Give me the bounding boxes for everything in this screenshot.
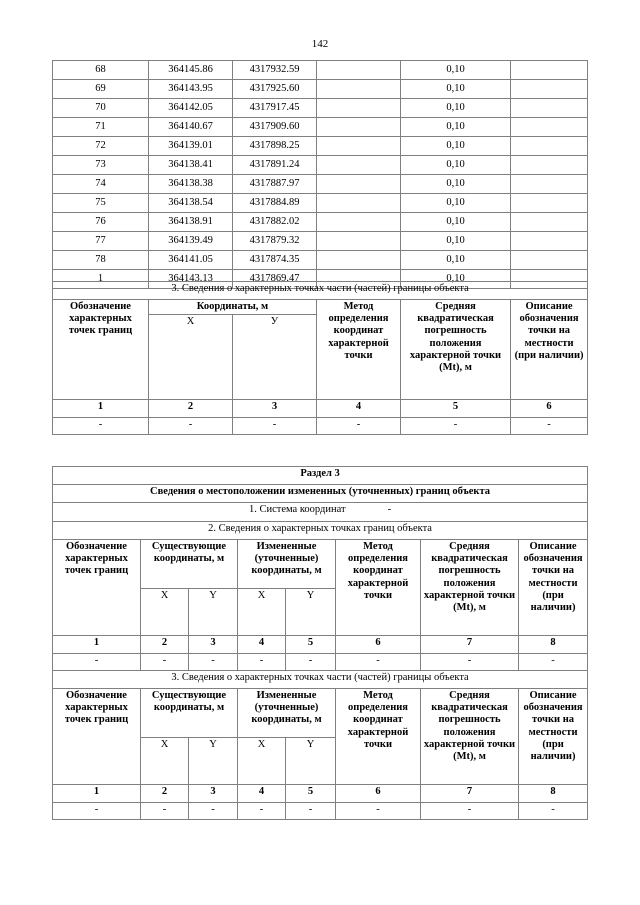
header-coordinates: Координаты, м	[149, 300, 317, 315]
cell-method	[317, 137, 401, 156]
header-mt: Средняя квадратическая погрешность положения характерной точки (Мt), м	[421, 689, 519, 785]
header-description: Описание обозначения точки на местности (при наличии)	[519, 689, 588, 785]
page-number: 142	[311, 38, 329, 50]
cell-point: 77	[53, 232, 149, 251]
cell-mt: 0,10	[401, 251, 511, 270]
cell-method	[317, 99, 401, 118]
cell-description	[511, 137, 588, 156]
cell-y: 4317917.45	[233, 99, 317, 118]
header-mt: Средняя квадратическая погрешность положения характерной точки (Мt), м	[401, 300, 511, 400]
value-2: -	[141, 803, 189, 820]
cell-point: 68	[53, 61, 149, 80]
header-changed-coordinates: Измененные (уточненные) координаты, м	[238, 540, 336, 589]
colnum-5: 5	[401, 400, 511, 418]
cell-y: 4317882.02	[233, 213, 317, 232]
header-designation: Обозначение характерных точек границ	[53, 300, 149, 400]
cell-x: 364138.41	[149, 156, 233, 175]
value-4: -	[317, 418, 401, 435]
colnum-3: 3	[233, 400, 317, 418]
colnum-6: 6	[336, 785, 421, 803]
table-row	[53, 156, 588, 175]
value-5: -	[401, 418, 511, 435]
item3-header-row-1	[53, 689, 588, 738]
value-3: -	[189, 654, 238, 671]
cell-method	[317, 213, 401, 232]
colnum-4: 4	[238, 636, 286, 654]
header-description: Описание обозначения точки на местности (при наличии)	[511, 300, 588, 400]
colnum-2: 2	[141, 636, 189, 654]
header-existing-x: X	[141, 738, 189, 785]
cell-x: 364140.67	[149, 118, 233, 137]
part-caption-row	[53, 282, 588, 300]
header-method: Метод определения координат характерной точки	[336, 540, 421, 636]
header-changed-coordinates: Измененные (уточненные) координаты, м	[238, 689, 336, 738]
value-7: -	[421, 654, 519, 671]
cell-y: 4317887.97	[233, 175, 317, 194]
cell-mt: 0,10	[401, 61, 511, 80]
coordinate-system-line	[53, 503, 588, 522]
cell-point: 71	[53, 118, 149, 137]
cell-x: 364138.38	[149, 175, 233, 194]
coordinates-continuation-table	[52, 60, 588, 289]
header-existing-coordinates: Существующие координаты, м	[141, 540, 238, 589]
cell-point: 73	[53, 156, 149, 175]
part-points-table	[52, 281, 588, 435]
item2-caption-row	[53, 522, 588, 540]
cell-y: 4317898.25	[233, 137, 317, 156]
cell-description	[511, 213, 588, 232]
colnum-2: 2	[149, 400, 233, 418]
item2-caption: 2. Сведения о характерных точках границ объекта	[53, 522, 588, 540]
colnum-8: 8	[519, 636, 588, 654]
cell-y: 4317869.47	[233, 270, 317, 289]
header-mt: Средняя квадратическая погрешность положения характерной точки (Мt), м	[421, 540, 519, 636]
cell-description	[511, 61, 588, 80]
razdel-title-row	[53, 467, 588, 485]
colnum-7: 7	[421, 785, 519, 803]
colnum-7: 7	[421, 636, 519, 654]
colnum-5: 5	[286, 636, 336, 654]
header-existing-y: Y	[189, 589, 238, 636]
cell-mt: 0,10	[401, 118, 511, 137]
header-y: У	[233, 315, 317, 400]
cell-x: 364143.95	[149, 80, 233, 99]
cell-x: 364143.13	[149, 270, 233, 289]
value-7: -	[421, 803, 519, 820]
cell-mt: 0,10	[401, 270, 511, 289]
part-values-row	[53, 418, 588, 435]
item2-values-row	[53, 654, 588, 671]
cell-x: 364138.54	[149, 194, 233, 213]
cell-mt: 0,10	[401, 232, 511, 251]
header-method: Метод определения координат характерной точки	[336, 689, 421, 785]
cell-point: 69	[53, 80, 149, 99]
value-6: -	[336, 803, 421, 820]
value-5: -	[286, 654, 336, 671]
table-row	[53, 175, 588, 194]
item3-values-row	[53, 803, 588, 820]
cell-point: 75	[53, 194, 149, 213]
table-row	[53, 99, 588, 118]
cell-point: 78	[53, 251, 149, 270]
razdel-subtitle: Сведения о местоположении измененных (уточненных) границ объекта	[53, 485, 588, 503]
cell-mt: 0,10	[401, 80, 511, 99]
header-x: X	[149, 315, 233, 400]
colnum-1: 1	[53, 785, 141, 803]
cell-description	[511, 118, 588, 137]
cell-y: 4317932.59	[233, 61, 317, 80]
table-row	[53, 213, 588, 232]
razdel-title: Раздел 3	[53, 467, 588, 485]
table-row	[53, 194, 588, 213]
cell-y: 4317909.60	[233, 118, 317, 137]
value-4: -	[238, 803, 286, 820]
cell-method	[317, 194, 401, 213]
colnum-6: 6	[511, 400, 588, 418]
coordinate-system-label: 1. Система координат	[248, 504, 346, 515]
cell-description	[511, 99, 588, 118]
cell-method	[317, 156, 401, 175]
cell-mt: 0,10	[401, 194, 511, 213]
header-changed-x: X	[238, 589, 286, 636]
cell-y: 4317925.60	[233, 80, 317, 99]
colnum-8: 8	[519, 785, 588, 803]
table-row	[53, 232, 588, 251]
cell-description	[511, 156, 588, 175]
cell-method	[317, 251, 401, 270]
item2-column-numbers-row	[53, 636, 588, 654]
cell-method	[317, 232, 401, 251]
header-method: Метод определения координат характерной точки	[317, 300, 401, 400]
table-row	[53, 61, 588, 80]
header-existing-coordinates: Существующие координаты, м	[141, 689, 238, 738]
table-row	[53, 137, 588, 156]
cell-description	[511, 251, 588, 270]
value-1: -	[53, 803, 141, 820]
value-2: -	[141, 654, 189, 671]
header-existing-y: Y	[189, 738, 238, 785]
colnum-4: 4	[317, 400, 401, 418]
cell-description	[511, 232, 588, 251]
part-column-numbers-row	[53, 400, 588, 418]
cell-point: 70	[53, 99, 149, 118]
item3-caption: 3. Сведения о характерных точках части (частей) границы объекта	[53, 671, 588, 689]
cell-point: 72	[53, 137, 149, 156]
cell-method	[317, 118, 401, 137]
value-6: -	[511, 418, 588, 435]
cell-x: 364138.91	[149, 213, 233, 232]
colnum-5: 5	[286, 785, 336, 803]
header-description: Описание обозначения точки на местности (при наличии)	[519, 540, 588, 636]
cell-description	[511, 80, 588, 99]
colnum-3: 3	[189, 785, 238, 803]
value-8: -	[519, 803, 588, 820]
value-5: -	[286, 803, 336, 820]
header-changed-y: Y	[286, 738, 336, 785]
value-1: -	[53, 654, 141, 671]
cell-point: 74	[53, 175, 149, 194]
value-4: -	[238, 654, 286, 671]
cell-x: 364139.01	[149, 137, 233, 156]
item2-header-row-1	[53, 540, 588, 589]
table-row	[53, 251, 588, 270]
table-row	[53, 118, 588, 137]
colnum-2: 2	[141, 785, 189, 803]
cell-mt: 0,10	[401, 137, 511, 156]
header-designation: Обозначение характерных точек границ	[53, 540, 141, 636]
cell-x: 364145.86	[149, 61, 233, 80]
coord-system-row	[53, 503, 588, 522]
cell-x: 364142.05	[149, 99, 233, 118]
value-3: -	[233, 418, 317, 435]
header-existing-x: X	[141, 589, 189, 636]
part-points-table-body	[53, 282, 588, 435]
value-8: -	[519, 654, 588, 671]
table-row	[53, 80, 588, 99]
cell-description	[511, 175, 588, 194]
razdel-3-table-body	[53, 467, 588, 820]
colnum-3: 3	[189, 636, 238, 654]
item3-caption-row	[53, 671, 588, 689]
cell-point: 1	[53, 270, 149, 289]
item3-column-numbers-row	[53, 785, 588, 803]
header-changed-y: Y	[286, 589, 336, 636]
part-header-row	[53, 300, 588, 315]
cell-x: 364139.49	[149, 232, 233, 251]
value-6: -	[336, 654, 421, 671]
cell-mt: 0,10	[401, 156, 511, 175]
cell-method	[317, 80, 401, 99]
value-1: -	[53, 418, 149, 435]
colnum-1: 1	[53, 636, 141, 654]
coordinates-table-body	[53, 61, 588, 289]
value-3: -	[189, 803, 238, 820]
razdel-3-table	[52, 466, 588, 820]
coordinate-system-value: -	[387, 504, 392, 515]
colnum-6: 6	[336, 636, 421, 654]
cell-method	[317, 61, 401, 80]
value-2: -	[149, 418, 233, 435]
cell-y: 4317879.32	[233, 232, 317, 251]
cell-point: 76	[53, 213, 149, 232]
colnum-1: 1	[53, 400, 149, 418]
header-designation: Обозначение характерных точек границ	[53, 689, 141, 785]
cell-y: 4317891.24	[233, 156, 317, 175]
cell-method	[317, 175, 401, 194]
colnum-4: 4	[238, 785, 286, 803]
header-changed-x: X	[238, 738, 286, 785]
cell-x: 364141.05	[149, 251, 233, 270]
cell-mt: 0,10	[401, 99, 511, 118]
part-section-caption: 3. Сведения о характерных точках части (частей) границы объекта	[53, 282, 588, 300]
cell-y: 4317874.35	[233, 251, 317, 270]
cell-mt: 0,10	[401, 213, 511, 232]
cell-y: 4317884.89	[233, 194, 317, 213]
razdel-subtitle-row	[53, 485, 588, 503]
cell-description	[511, 194, 588, 213]
cell-mt: 0,10	[401, 175, 511, 194]
